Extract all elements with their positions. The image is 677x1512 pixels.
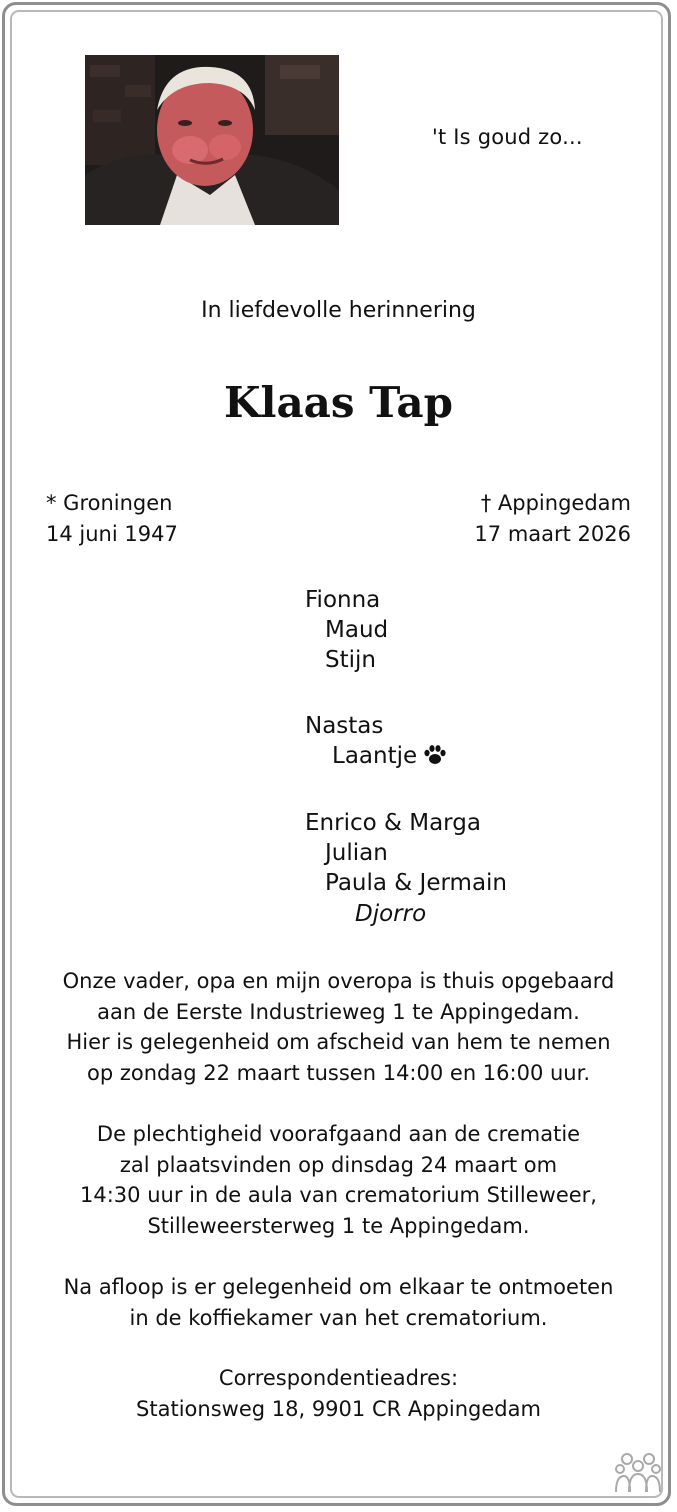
family-member: Maud <box>325 617 389 643</box>
text-line: Na afloop is er gelegenheid om elkaar te ontmoeten <box>63 1275 614 1299</box>
text-line: op zondag 22 maart tussen 14:00 en 16:00 uur. <box>87 1060 590 1085</box>
text-line: in de koffiekamer van het crematorium. <box>129 1305 548 1330</box>
family-member: Djorro <box>355 901 427 927</box>
death-date: 17 maart 2026 <box>474 522 631 546</box>
family-member: Paula & Jermain <box>325 870 508 896</box>
birth-info <box>46 488 178 550</box>
portrait-photo <box>85 55 339 225</box>
text-line: 14:30 uur in de aula van crematorium Stilleweer, <box>80 1183 597 1207</box>
deceased-name: Klaas Tap <box>224 378 453 427</box>
family-member-pet <box>332 741 447 774</box>
correspondence-address <box>0 1363 677 1424</box>
text-line: Hier is gelegenheid om afscheid van hem te nemen <box>66 1030 611 1054</box>
text-line: De plechtigheid voorafgaand aan de crematie <box>96 1122 581 1146</box>
family-member: Julian <box>325 840 388 866</box>
paw-icon <box>423 744 447 774</box>
intro-text: In liefdevolle herinnering <box>201 298 476 323</box>
text-line: Onze vader, opa en mijn overopa is thuis opgebaard <box>62 969 615 993</box>
pet-name: Laantje <box>332 743 418 769</box>
paragraph-afterwards <box>0 1272 677 1333</box>
family-member: Enrico & Marga <box>305 810 481 836</box>
motto: 't Is goud zo... <box>432 125 583 149</box>
text-line: Stilleweersterweg 1 te Appingedam. <box>147 1213 530 1238</box>
birth-date: 14 juni 1947 <box>46 522 178 546</box>
family-member: Fionna <box>305 587 381 613</box>
death-place: † Appingedam <box>480 491 631 515</box>
text-line: zal plaatsvinden op dinsdag 24 maart om <box>119 1152 558 1177</box>
paragraph-viewing <box>0 966 677 1088</box>
text-line: Correspondentieadres: <box>218 1366 459 1390</box>
text-line: Stationsweg 18, 9901 CR Appingedam <box>136 1396 541 1421</box>
people-logo-icon <box>613 1450 663 1498</box>
family-member: Stijn <box>325 647 376 673</box>
paragraph-ceremony <box>0 1119 677 1241</box>
text-line: aan de Eerste Industrieweg 1 te Appingedam. <box>97 999 580 1024</box>
family-member: Nastas <box>305 713 384 739</box>
birth-place: * Groningen <box>46 491 173 515</box>
death-info <box>474 488 631 550</box>
